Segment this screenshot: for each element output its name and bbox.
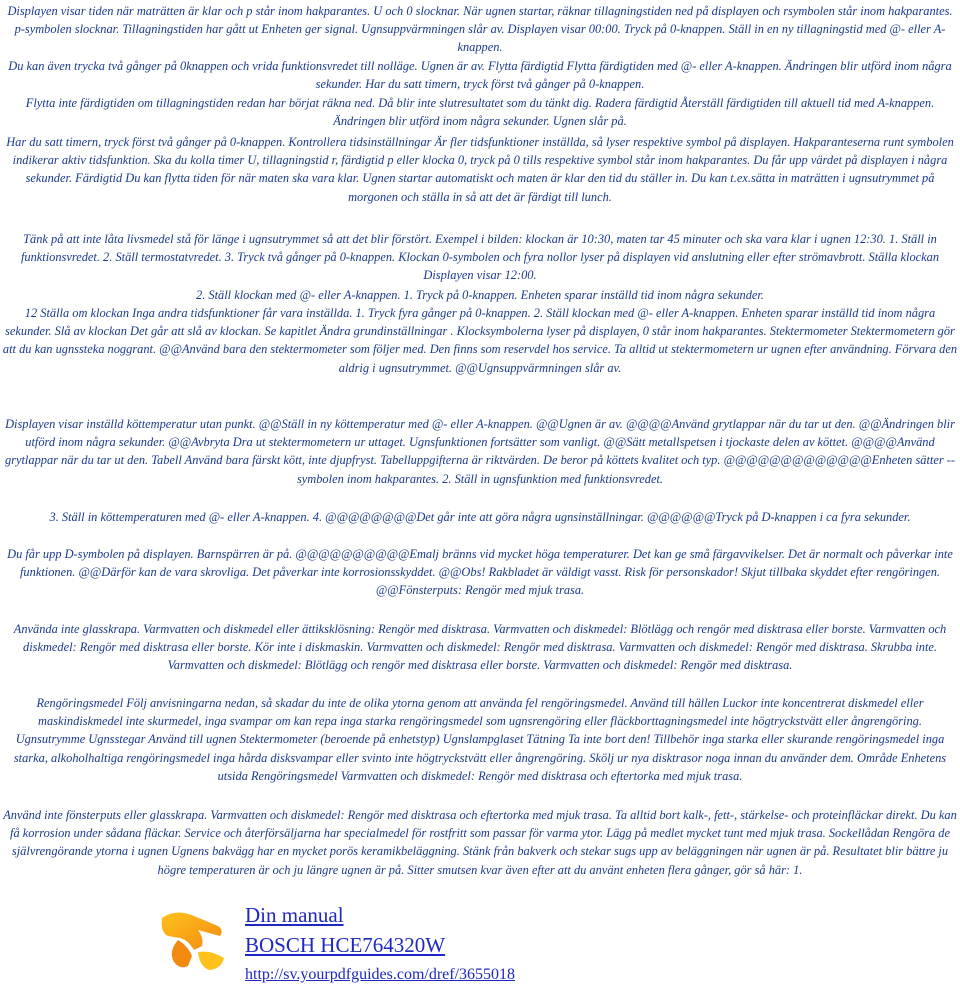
text-block-meat-temperature: Displayen visar inställd köttemperatur utan punkt. @@Ställ in ny köttemperatur med @- eller A-knappen. @@Ugnen är av. @@@@Använd grytlappar när du tar ut den. @@Ändringen blir utförd inom några sekunder. @@Avbryta Dra ut stektermometern ur uttaget. Ugnsfunktionen fortsätter som vanligt. @@Sätt metallspetsen i tjockaste delen av köttet. @@@@Använd grytlappar när du tar ut den. Tabell Använd bara färskt kött, inte djupfryst. Tabelluppgifterna är riktvärden. De beror på köttets kvalitet och typ. @@@@@@@@@@@@@Enheten sätter --symbolen inom hakparantes. 2. Ställ in ugnsfunktion med funktionsvredet. [4,417,956,486]
text-block-change-clock: 12 Ställa om klockan Inga andra tidsfunktioner får vara inställda. 1. Tryck fyra gånger på 0-knappen. 2. Ställ klockan med @- eller A-knappen. Enheten sparar inställd tid inom några sekunder. Slå av klockan Det går att slå av klockan. Se kapitlet Ändra grundinställningar . Klocksymbolerna lyser på displayen, 0 står inom hakparantes. Stektermometer Stektermometern gör att du kan ugnssteka noggrant. @@Använd bara den stektermometer som följer med. Den finns som reservdel hos service. Ta alltid ut stektermometern ur ugnen efter användning. Förvara den aldrig i ugnsutrymmet. @@Ugnsuppvärmningen slår av. [2,306,958,375]
url-link[interactable]: http://sv.yourpdfguides.com/dref/3655018 [245,966,516,983]
text-block-timer-ready: Displayen visar tiden när maträtten är klar och p står inom hakparantes. U och 0 slocknar. När ugnen startar, räknar tillagningstiden ned på displayen och rsymbolen står inom hakparantes. p-symbolen slocknar. Tillagningstiden har gått ut Enheten ger signal. Ugnsuppvärmningen slår av. Displayen visar 00:00. Tryck på 0-knappen. Ställ in en ny tillagningstid med @- eller A-knappen. [7,4,953,55]
manual-hand-icon [158,900,232,974]
text-block-self-cleaning: Använd inte fönsterputs eller glasskrapa. Varmvatten och diskmedel: Rengör med disktrasa och eftertorka med mjuk trasa. Ta alltid bort kalk-, fett-, stärkelse- och proteinfläckar direkt. Du kan få korrosion under sådana fläckar. Service och återförsäljarna har specialmedel för rostfritt som passar för varma ytor. Lägg på medlet mycket tunt med mjuk trasa. Sockellådan Rengöra de självrengörande ytorna i ugnen Ugnens bakvägg har en mycket porös keramikbeläggning. Stänk från bakverk och stekar sugs upp av beläggningen när ugnen är på. Resultatet blir bättre ju högre temperaturen är och ju längre ugnen är på. Sitter smutsen kvar även efter att du använt enheten flera gånger, gör så här: 1. [3,808,957,877]
text-block-child-lock: 3. Ställ in köttemperaturen med @- eller A-knappen. 4. @@@@@@@@Det går inte att göra några ugnsinställningar. @@@@@@Tryck på D-knappen i ca fyra sekunder. [49,510,911,524]
product-link[interactable]: BOSCH HCE764320W [245,933,446,957]
text-block-example-clock: Tänk på att inte låta livsmedel stå för länge i ugnsutrymmet så att det blir förstört. Exempel i bilden: klockan är 10:30, maten tar 45 minuter och ska vara klar i ugnen 12:30. 1. Ställ in funktionsvredet. 2. Ställ termostatvredet. 3. Tryck två gånger på 0-knappen. Klockan 0-symbolen och fyra nollor lyser på displayen vid anslutning eller efter strömavbrott. Ställa klockan Displayen visar 12:00. [20,232,940,283]
text-block-set-clock: 2. Ställ klockan med @- eller A-knappen. 1. Tryck på 0-knappen. Enheten sparar inställd tid inom några sekunder. [196,288,764,302]
text-block-cleaning-methods: Använda inte glasskrapa. Varmvatten och diskmedel eller ättiksklösning: Rengör med disktrasa. Varmvatten och diskmedel: Blötlägg och rengör med disktrasa eller borste. Varmvatten och diskmedel: Rengör med disktrasa eller borste. Kör inte i diskmaskin. Varmvatten och diskmedel: Rengör med disktrasa. Varmvatten och diskmedel: Rengör med disktrasa. Skrubba inte. Varmvatten och diskmedel: Blötlägg och rengör med disktrasa eller borste. Varmvatten och diskmedel: Rengör med disktrasa. [13,622,947,673]
text-block-reset-ready-time: Flytta inte färdigtiden om tillagningstiden redan har börjat räkna ned. Då blir inte slutresultatet som du tänkt dig. Radera färdigtid Återställ färdigtiden till aktuell tid med A-knappen. Ändringen blir utförd inom några sekunder. Ugnen slår på. [25,96,935,129]
text-block-enamel: Du får upp D-symbolen på displayen. Barnspärren är på. @@@@@@@@@@Emalj bränns vid mycket höga temperaturer. Det kan ge små färgavvikelser. Det är normalt och påverkar inte funktionen. @@Därför kan de vara skrovliga. Det påverkar inte korrosionsskyddet. @@Obs! Rakbladet är väldigt vasst. Risk för personskador! Skjut tillbaka skyddet efter rengöringen. @@Fönsterputs: Rengör med mjuk trasa. [7,547,953,598]
text-block-cleaning-agents: Rengöringsmedel Följ anvisningarna nedan, så skadar du inte de olika ytorna genom att använda fel rengöringsmedel. Använd till hällen Luckor inte koncentrerat diskmedel eller maskindiskmedel inte skurmedel, inga svampar om kan repa inga starka rengöringsmedel som ugnsrengöring eller fläckborttagningsmedel inte högtryckstvätt eller ångrengöring. Ugnsutrymme Ugnsstegar Använd till ugnen Stektermometer (beroende på enhetstyp) Ugnslampglaset Tätning Ta inte bort den! Tillbehör inga starka eller skurande rengöringsmedel inga starka, alkoholhaltiga rengöringsmedel inga hårda disksvampar eller svinto inte högtryckstvätt eller ångrengöring. Skölj ur nya disktrasor noga innan du använder dem. Område Enhetens utsida Rengöringsmedel Varmvatten och diskmedel: Rengör med disktrasa och eftertorka med mjuk trasa. [13,696,947,783]
text-block-check-time-settings: Har du satt timern, tryck först två gånger på 0-knappen. Kontrollera tidsinställningar Är fler tidsfunktioner inställda, så lyser respektive symbol på displayen. Hakparanteserna runt symbolen indikerar aktiv tidsfunktion. Ska du kolla timer U, tillagningstid r, färdigtid p eller klocka 0, tryck på 0 tills respektive symbol står inom hakparantes. Du får upp värdet på displayen i några sekunder. Färdigtid Du kan flytta tiden för när maten ska vara klar. Ugnen startar automatiskt och maten är klar den tid du ställer in. Du kan t.ex.sätta in maträtten i ugnsutrymmet på morgonen och ställa in så att det är färdigt till lunch. [6,135,954,204]
text-block-move-ready-time: Du kan även trycka två gånger på 0knappen och vrida funktionsvredet till nolläge. Ugnen är av. Flytta färdigtid Flytta färdigtiden med @- eller A-knappen. Ändringen blir utförd inom några sekunder. Har du satt timern, tryck först två gånger på 0-knappen. [8,59,952,92]
manual-link[interactable]: Din manual [245,903,344,927]
